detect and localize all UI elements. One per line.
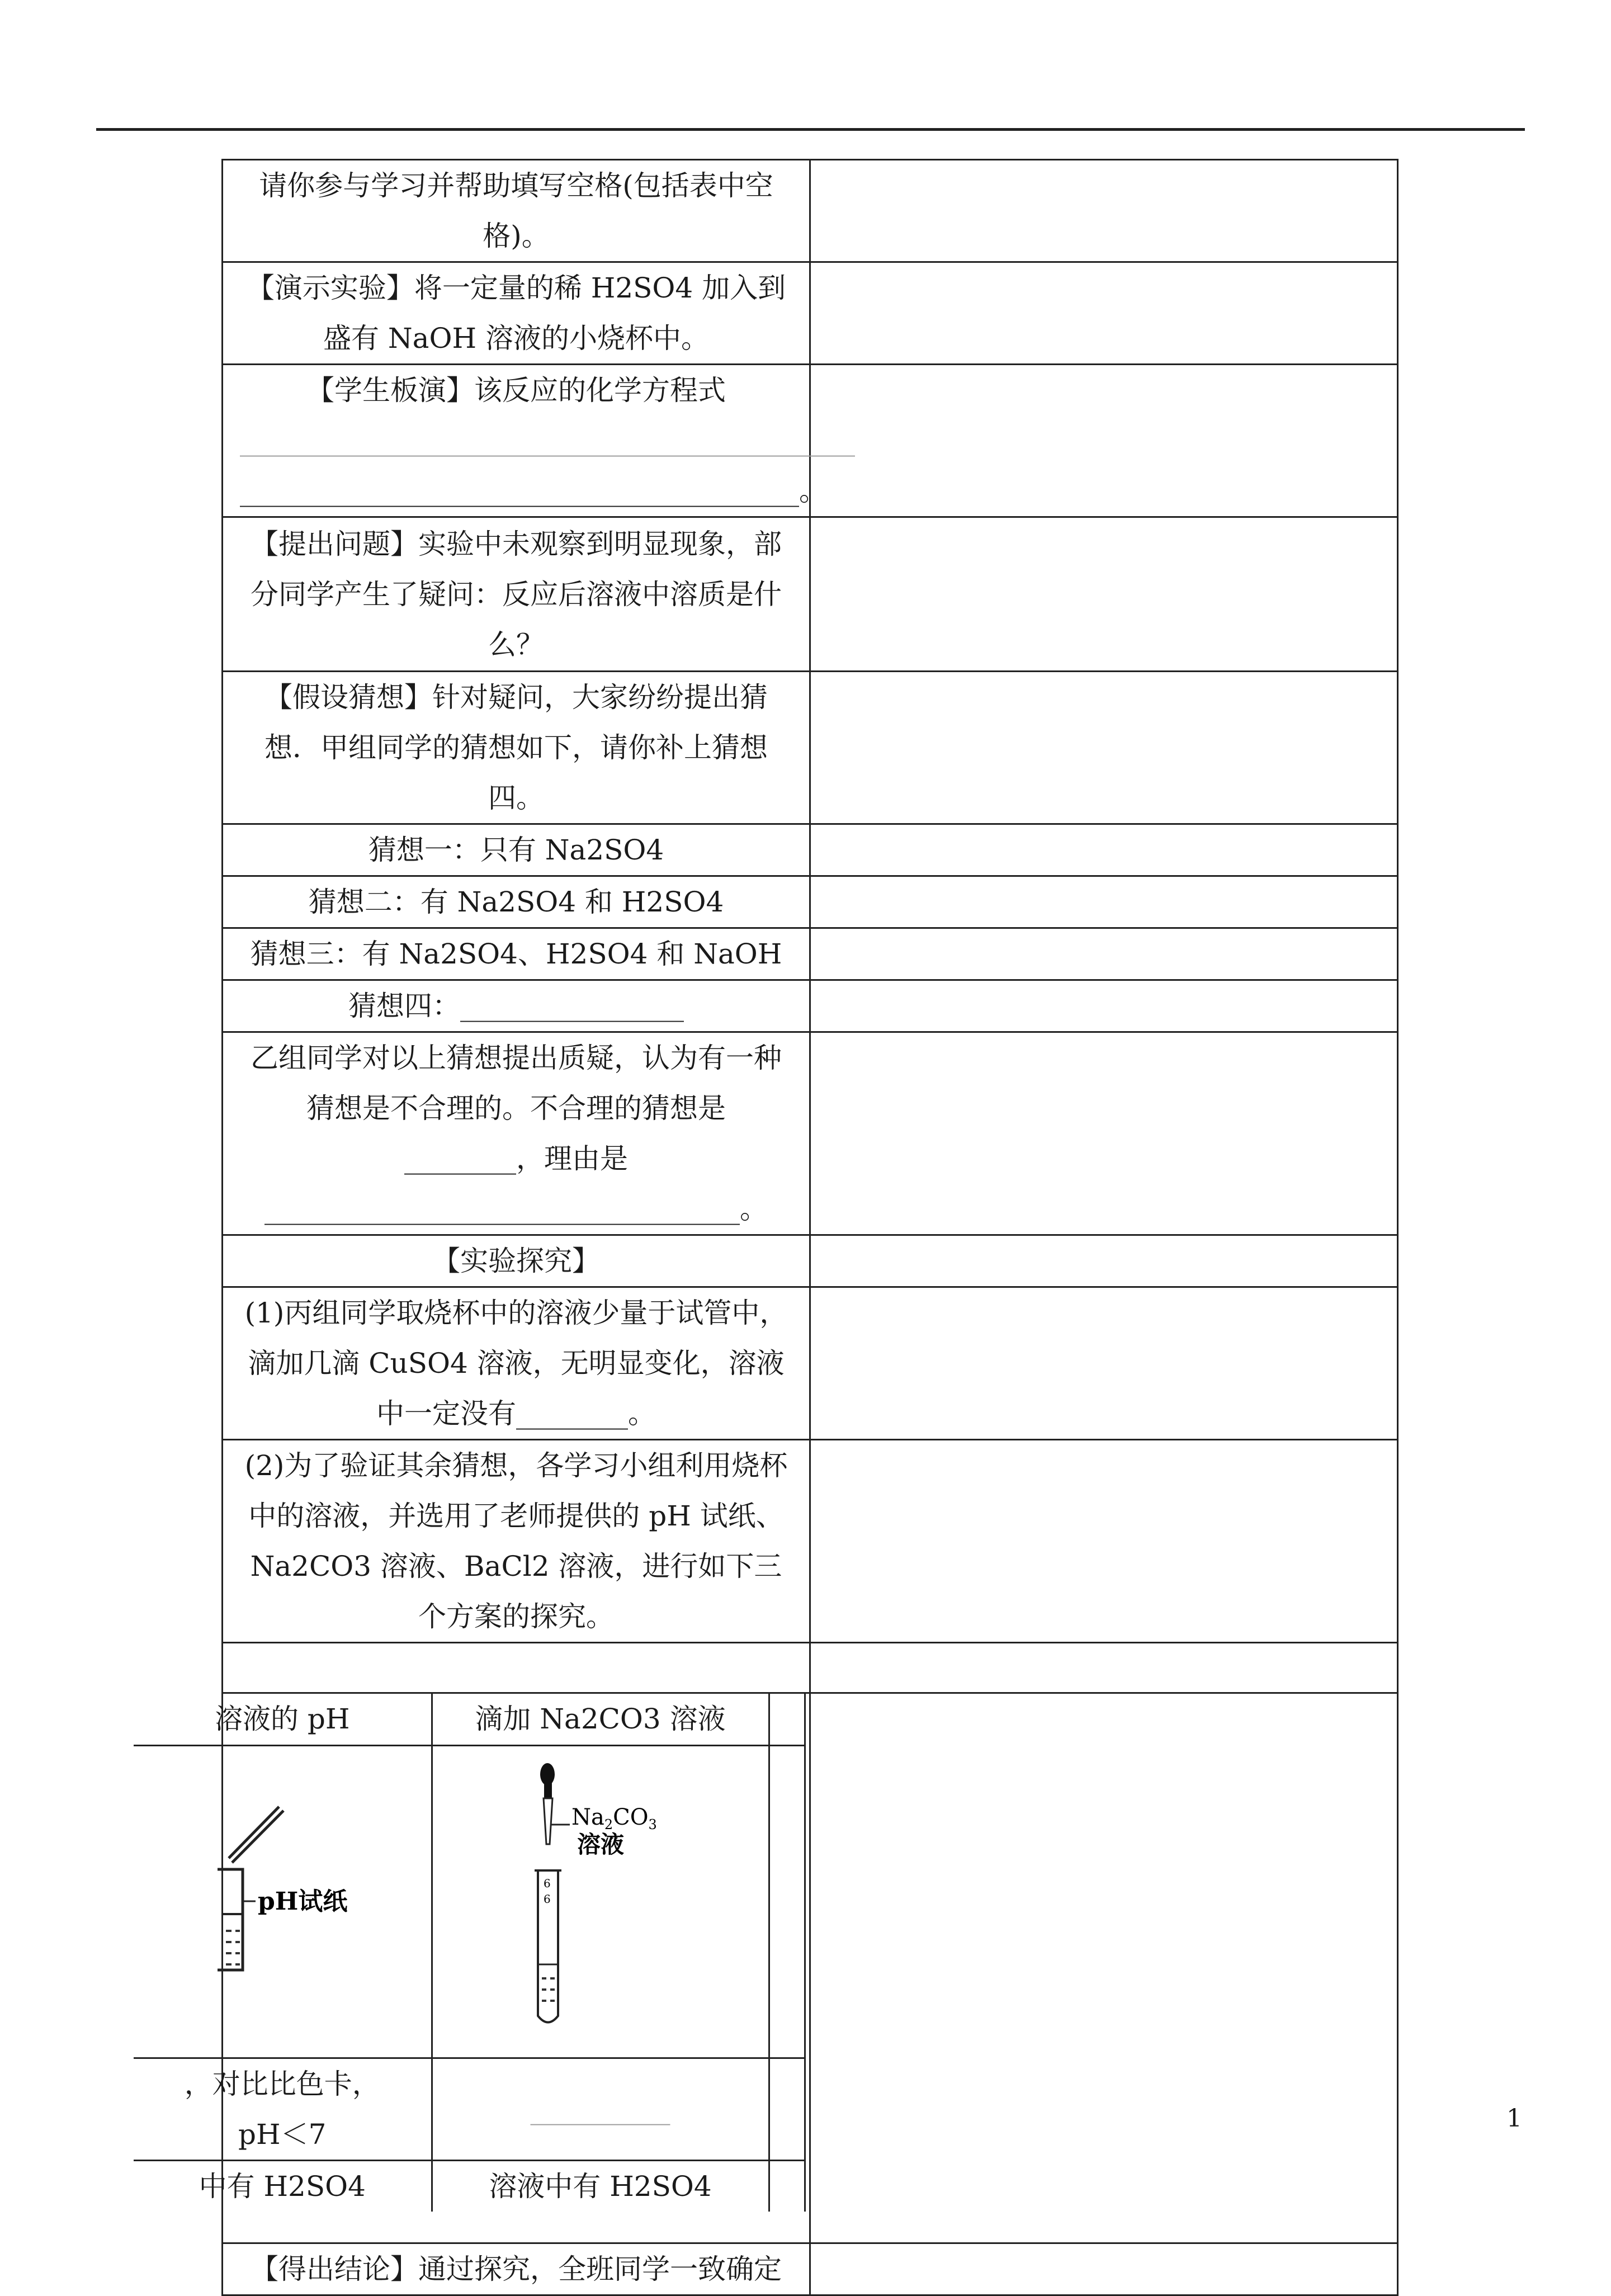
solution-label: 溶液 xyxy=(577,1830,624,1858)
answer-cell xyxy=(810,824,1398,876)
ph-phenomenon-line-1: ，对比比色卡， xyxy=(184,2067,380,2100)
na2co3-conclusion: 溶液中有 H2SO4 xyxy=(432,2160,769,2212)
answer-cell xyxy=(810,160,1398,262)
raise-question: 【提出问题】实验中未观察到明显现象，部分同学产生了疑问：反应后溶液中溶质是什么？ xyxy=(223,517,810,672)
formula-co: CO xyxy=(612,1804,649,1830)
answer-cell xyxy=(810,1693,1398,2243)
equation-prompt: 【学生板演】该反应的化学方程式 xyxy=(306,374,726,407)
plan-header-ph: 溶液的 pH xyxy=(134,1694,432,1745)
formula-sub-2: 2 xyxy=(604,1816,613,1832)
answer-cell xyxy=(810,980,1398,1032)
hypothesis-4: 猜想四：________________ xyxy=(223,980,810,1032)
hypothesis-2: 猜想二：有 Na2SO4 和 H2SO4 xyxy=(223,876,810,928)
answer-cell xyxy=(810,1643,1398,1693)
ph-paper-label: pH试纸 xyxy=(258,1887,348,1916)
svg-text:6: 6 xyxy=(543,1876,551,1890)
experiment-plan-table xyxy=(134,1694,806,2212)
na2co3-test-illustration xyxy=(432,1745,769,2058)
na2co3-phenomenon-blank: __________ xyxy=(432,2058,769,2160)
answer-cell xyxy=(810,517,1398,672)
answer-cell xyxy=(810,1032,1398,1235)
hypothesis-intro: 【假设猜想】针对疑问，大家纷纷提出猜想．甲组同学的猜想如下，请你补上猜想四。 xyxy=(223,672,810,824)
worksheet-table xyxy=(184,159,1399,2296)
experiment-step-1: (1)丙组同学取烧杯中的溶液少量于试管中，滴加几滴 CuSO4 溶液，无明显变化，溶液中一定没有________。 xyxy=(223,1287,810,1440)
ph-phenomenon xyxy=(134,2058,432,2160)
answer-cell xyxy=(810,365,1398,517)
experiment-step-2: (2)为了验证其余猜想，各学习小组利用烧杯中的溶液，并选用了老师提供的 pH 试纸、Na2CO3 溶液、BaCl2 溶液，进行如下三个方案的探究。 xyxy=(223,1440,810,1643)
plan-header-na2co3: 滴加 Na2CO3 溶液 xyxy=(432,1694,769,1745)
answer-cell xyxy=(810,1235,1398,1287)
equation-blank: ________________________________________。 xyxy=(240,475,827,507)
demo-experiment: 【演示实验】将一定量的稀 H2SO4 加入到盛有 NaOH 溶液的小烧杯中。 xyxy=(223,262,810,365)
header-rule xyxy=(96,128,1525,131)
dropper-test-tube-icon xyxy=(433,1746,770,2042)
answer-cell xyxy=(810,876,1398,928)
equation-blank: ____________________________________________ xyxy=(240,424,855,457)
answer-cell xyxy=(810,262,1398,365)
group-b-doubt: 乙组同学对以上猜想提出质疑，认为有一种猜想是不合理的。不合理的猜想是________，理由是__________________________________。 xyxy=(223,1032,810,1235)
experiment-plan-cell xyxy=(184,1693,810,2243)
hypothesis-3: 猜想三：有 Na2SO4、H2SO4 和 NaOH xyxy=(223,928,810,980)
plan-blank-3 xyxy=(769,2160,805,2212)
ph-test-icon xyxy=(134,1746,432,2042)
answer-cell xyxy=(810,1287,1398,1440)
plan-blank-3 xyxy=(769,1745,805,2058)
hypothesis-1: 猜想一：只有 Na2SO4 xyxy=(223,824,810,876)
answer-cell xyxy=(810,2243,1398,2295)
ph-phenomenon-line-2: pH＜7 xyxy=(238,2118,327,2151)
plan-blank-3 xyxy=(769,2058,805,2160)
ph-test-illustration xyxy=(134,1745,432,2058)
student-equation xyxy=(223,365,855,517)
answer-cell xyxy=(810,672,1398,824)
formula-sub-3: 3 xyxy=(648,1816,657,1832)
formula-na: Na xyxy=(571,1804,604,1830)
intro-instruction: 请你参与学习并帮助填写空格(包括表中空格)。 xyxy=(223,160,810,262)
answer-cell xyxy=(810,928,1398,980)
plan-header-3 xyxy=(769,1694,805,1745)
page-number: 1 xyxy=(1506,2104,1522,2133)
experiment-plan-clip xyxy=(184,1694,809,2242)
conclusion-row: 【得出结论】通过探究，全班同学一致确定 xyxy=(223,2243,810,2295)
experiment-heading: 【实验探究】 xyxy=(223,1235,810,1287)
ph-conclusion: 中有 H2SO4 xyxy=(134,2160,432,2212)
svg-text:6: 6 xyxy=(543,1892,551,1906)
empty-cell xyxy=(223,1643,810,1693)
answer-cell xyxy=(810,1440,1398,1643)
svg-text:Na2CO3 xyxy=(571,1804,657,1832)
